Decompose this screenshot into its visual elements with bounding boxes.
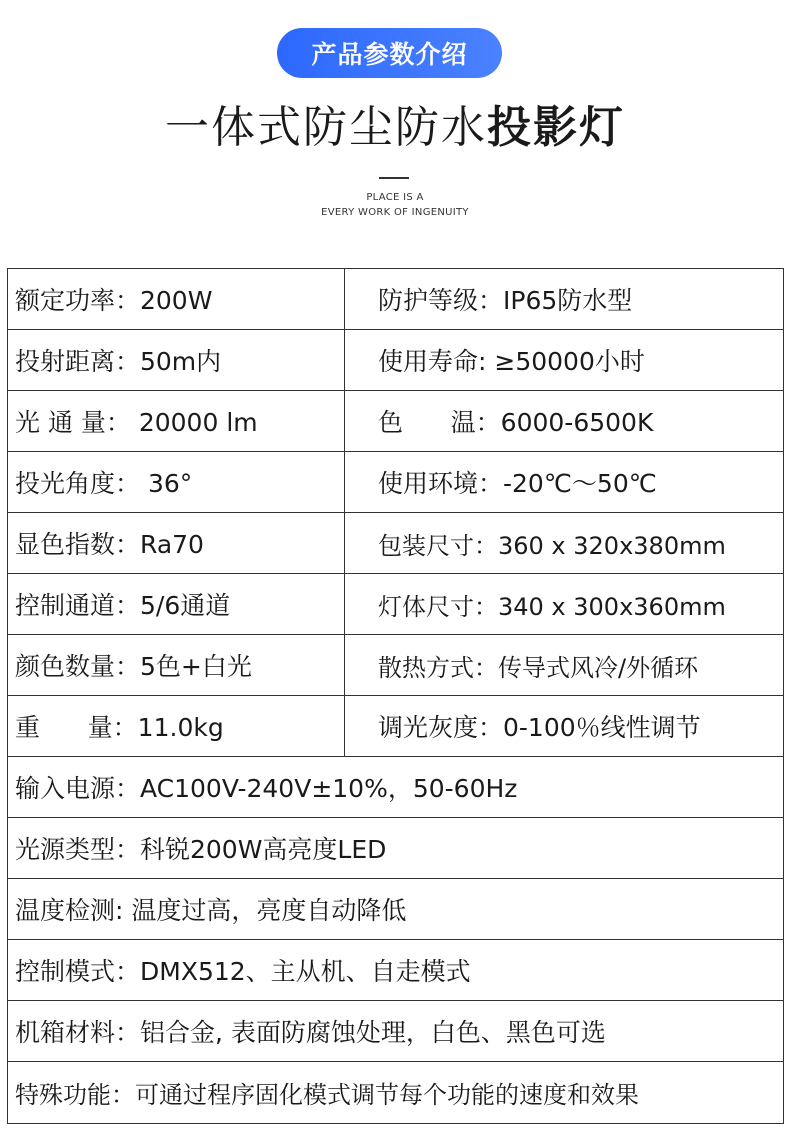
spec-row xyxy=(8,269,783,330)
spec-row-full xyxy=(8,940,783,1001)
spec-cell-right: 调光灰度：0-100％线性调节 xyxy=(378,713,701,742)
column-divider xyxy=(344,391,345,451)
subtitle-line-1: PLACE IS A xyxy=(366,192,424,203)
spec-table xyxy=(7,268,784,1124)
column-divider xyxy=(344,635,345,695)
spec-cell-right: 使用环境：-20℃～50℃ xyxy=(378,469,657,498)
spec-cell-right: 使用寿命: ≥50000小时 xyxy=(378,347,645,376)
spec-cell-left: 额定功率：200W xyxy=(15,286,213,315)
spec-row xyxy=(8,391,783,452)
title-bold-part: 投影灯 xyxy=(487,102,625,153)
spec-cell-left: 显色指数：Ra70 xyxy=(15,530,204,559)
column-divider xyxy=(344,696,345,756)
title-divider xyxy=(379,177,409,179)
spec-row-full xyxy=(8,818,783,879)
spec-row xyxy=(8,513,783,574)
page-title xyxy=(0,96,790,160)
spec-cell-right: 灯体尺寸：340 x 300x360mm xyxy=(378,592,726,621)
spec-cell-right: 防护等级：IP65防水型 xyxy=(378,286,633,315)
spec-cell-left: 重 量：11.0kg xyxy=(15,713,224,742)
spec-cell-left: 投光角度： 36° xyxy=(15,469,193,498)
spec-row-full xyxy=(8,757,783,818)
spec-row xyxy=(8,452,783,513)
spec-row xyxy=(8,330,783,391)
spec-cell-left: 控制通道：5/6通道 xyxy=(15,591,231,620)
spec-row xyxy=(8,574,783,635)
spec-row xyxy=(8,696,783,757)
spec-cell-right: 色 温：6000-6500K xyxy=(378,408,654,437)
spec-row-full xyxy=(8,879,783,940)
spec-cell-full: 输入电源：AC100V-240V±10%，50-60Hz xyxy=(15,774,518,803)
spec-cell-right: 散热方式：传导式风冷/外循环 xyxy=(378,653,699,682)
column-divider xyxy=(344,330,345,390)
column-divider xyxy=(344,452,345,512)
spec-cell-full: 温度检测: 温度过高，亮度自动降低 xyxy=(15,896,407,925)
spec-cell-left: 光 通 量： 20000 lm xyxy=(15,408,258,437)
spec-cell-full: 特殊功能：可通过程序固化模式调节每个功能的速度和效果 xyxy=(15,1081,639,1109)
spec-cell-full: 机箱材料：铝合金, 表面防腐蚀处理，白色、黑色可选 xyxy=(15,1018,606,1047)
spec-cell-full: 控制模式：DMX512、主从机、自走模式 xyxy=(15,957,471,986)
column-divider xyxy=(344,513,345,573)
spec-cell-right: 包装尺寸：360 x 320x380mm xyxy=(378,531,726,560)
spec-row-full xyxy=(8,1001,783,1062)
section-badge: 产品参数介绍 xyxy=(277,28,502,78)
column-divider xyxy=(344,269,345,329)
spec-cell-full: 光源类型：科锐200W高亮度LED xyxy=(15,835,387,864)
spec-cell-left: 颜色数量：5色+白光 xyxy=(15,652,252,681)
column-divider xyxy=(344,574,345,634)
spec-row xyxy=(8,635,783,696)
spec-row-full xyxy=(8,1062,783,1123)
title-light-part: 一体式防尘防水 xyxy=(165,102,487,153)
subtitle-line-2: EVERY WORK OF INGENUITY xyxy=(321,207,469,218)
spec-cell-left: 投射距离：50m内 xyxy=(15,347,222,376)
